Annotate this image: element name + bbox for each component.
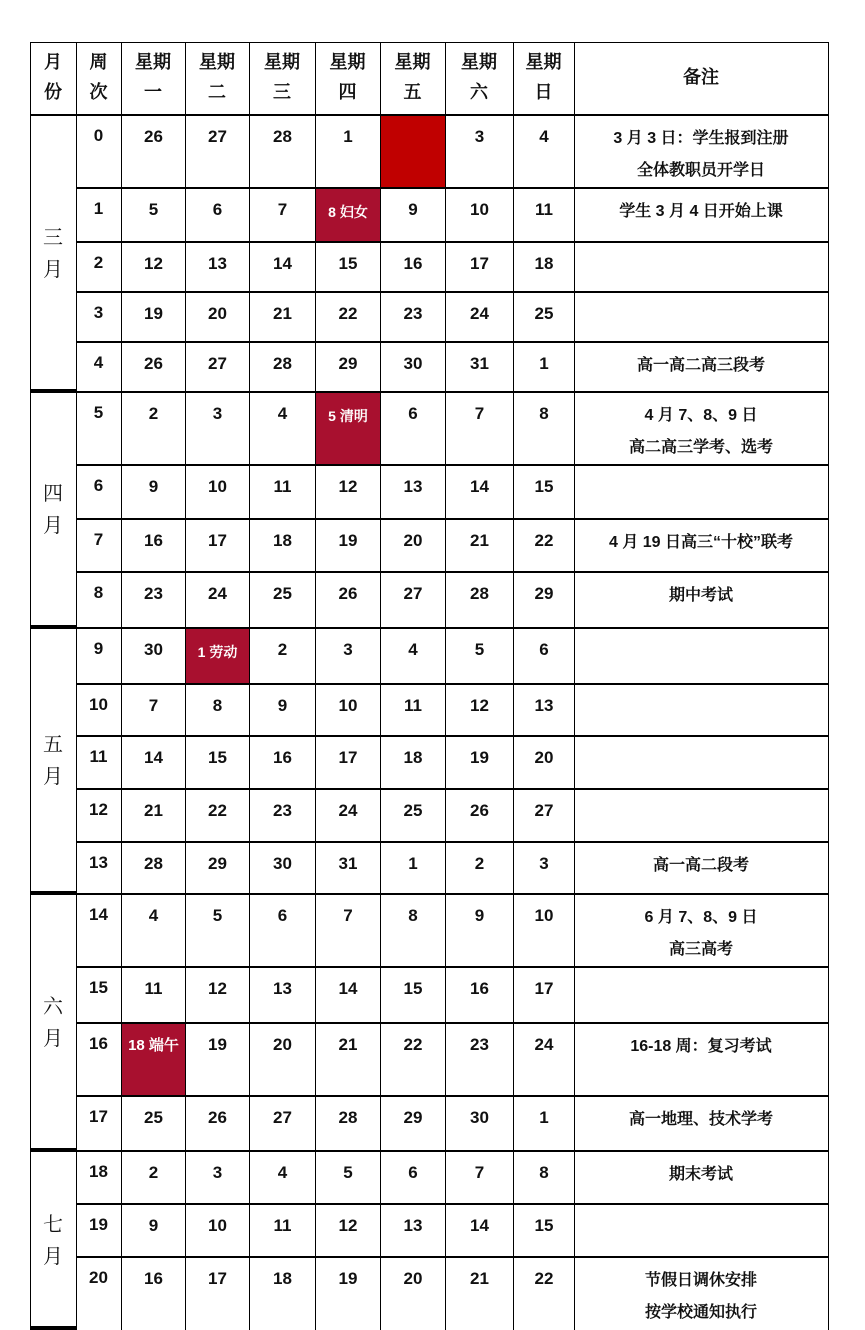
grid-hline (76, 1095, 829, 1097)
day-cell: 19 (144, 304, 163, 323)
day-cell: 13 (403, 1216, 423, 1235)
week-number: 11 (89, 747, 108, 766)
header-day-7-line: 日 (534, 82, 553, 103)
day-cell: 11 (273, 1216, 292, 1235)
header-day-2-line: 星期 (199, 52, 235, 73)
note-cell (574, 1150, 828, 1203)
note-line: 高一地理、技术学考 (628, 1111, 773, 1128)
note-line: 高二高三学考、选考 (628, 439, 773, 456)
day-cell: 26 (338, 584, 358, 603)
header-day-1-line: 星期 (135, 52, 171, 73)
week-number: 17 (89, 1107, 108, 1126)
header-week (76, 42, 121, 114)
highlight-cell (381, 115, 445, 187)
day-cell: 15 (338, 254, 358, 273)
day-cell: 21 (338, 1035, 358, 1054)
day-cell: 3 (474, 127, 485, 146)
month-label-char: 月 (43, 764, 63, 788)
grid-hline (76, 241, 829, 243)
grid-vline (249, 42, 250, 1330)
week-number: 5 (93, 403, 104, 422)
day-cell: 22 (534, 1269, 554, 1288)
grid-hline (30, 42, 829, 43)
day-cell: 8 (212, 696, 223, 715)
day-cell: 4 (277, 404, 288, 423)
note-line: 3 月 3 日：学生报到注册 (613, 130, 789, 147)
day-cell: 29 (208, 854, 227, 873)
header-day-3 (249, 42, 315, 114)
header-day-4-line: 四 (338, 82, 357, 103)
grid-hline (76, 627, 829, 629)
day-cell: 9 (277, 696, 288, 715)
day-cell: 29 (534, 584, 554, 603)
day-cell: 24 (338, 801, 358, 820)
day-cell: 6 (539, 640, 549, 659)
day-cell: 6 (408, 1163, 418, 1182)
day-cell: 21 (470, 1269, 489, 1288)
grid-hline (30, 114, 829, 116)
day-cell: 16 (144, 531, 163, 550)
grid-vline (513, 42, 514, 1330)
header-month-line: 份 (44, 82, 62, 103)
day-cell: 9 (474, 906, 485, 925)
week-number: 1 (93, 199, 104, 218)
day-cell: 12 (144, 254, 163, 273)
month-label-char: 三 (43, 224, 63, 249)
day-cell: 23 (273, 801, 292, 820)
note-line: 按学校通知执行 (644, 1304, 757, 1321)
day-cell: 4 (277, 1163, 288, 1182)
note-line: 16-18 周：复习考试 (630, 1038, 772, 1055)
week-number: 6 (93, 476, 104, 495)
day-cell: 12 (208, 979, 227, 998)
day-cell: 29 (338, 354, 358, 373)
note-line: 高一高二高三段考 (636, 357, 765, 374)
day-cell: 17 (208, 1269, 227, 1288)
grid-hline (76, 966, 829, 968)
day-cell: 25 (144, 1108, 163, 1127)
month-divider (30, 1148, 76, 1152)
header-day-5 (380, 42, 445, 114)
day-cell: 22 (534, 531, 554, 550)
month-label-char: 四 (43, 481, 63, 505)
note-line: 期中考试 (668, 587, 733, 604)
header-week-line: 次 (89, 82, 108, 103)
day-cell: 6 (277, 906, 288, 925)
day-cell: 13 (273, 979, 292, 998)
day-cell: 6 (212, 200, 223, 219)
month-label (30, 114, 76, 391)
note-line: 4 月 19 日高三“十校”联考 (608, 534, 794, 551)
day-cell: 13 (534, 696, 554, 715)
note-cell (574, 1256, 828, 1330)
note-line: 学生 3 月 4 日开始上课 (619, 203, 783, 220)
day-cell: 29 (403, 1108, 423, 1127)
day-cell: 4 (408, 640, 418, 659)
header-day-5-line: 星期 (394, 52, 431, 73)
month-label-char: 月 (43, 1244, 63, 1268)
note-line: 高三高考 (668, 941, 733, 958)
day-cell: 10 (208, 1216, 227, 1235)
month-divider (30, 891, 76, 895)
header-day-3-line: 星期 (264, 52, 300, 73)
note-line: 期末考试 (668, 1166, 733, 1183)
note-cell (574, 464, 828, 518)
day-cell: 10 (208, 477, 227, 496)
day-cell: 2 (148, 1163, 159, 1182)
header-day-4 (315, 42, 380, 114)
day-cell: 17 (470, 254, 489, 273)
grid-vline (76, 42, 77, 1330)
note-line: 6 月 7、8、9 日 (644, 909, 758, 926)
holiday-cell: 1 劳动 (186, 628, 249, 683)
grid-hline (76, 518, 829, 520)
day-cell: 20 (534, 748, 554, 767)
day-cell: 23 (470, 1035, 489, 1054)
day-cell: 18 (534, 254, 554, 273)
day-cell: 2 (148, 404, 159, 423)
month-label (30, 391, 76, 627)
day-cell: 20 (273, 1035, 292, 1054)
day-cell: 7 (343, 906, 353, 925)
day-cell: 2 (474, 854, 485, 873)
day-cell: 10 (338, 696, 358, 715)
day-cell: 16 (470, 979, 489, 998)
header-day-7 (513, 42, 574, 114)
header-day-5-line: 五 (403, 82, 422, 103)
note-line: 全体教职员开学日 (636, 162, 765, 179)
day-cell: 22 (338, 304, 358, 323)
day-cell: 22 (208, 801, 227, 820)
day-cell: 16 (144, 1269, 163, 1288)
day-cell: 3 (212, 1163, 223, 1182)
month-divider (30, 389, 76, 393)
day-cell: 16 (273, 748, 292, 767)
day-cell: 27 (273, 1108, 292, 1127)
day-cell: 11 (144, 979, 163, 998)
day-cell: 24 (208, 584, 227, 603)
grid-vline (380, 42, 381, 1330)
header-day-4-line: 星期 (329, 52, 366, 73)
month-label (30, 893, 76, 1150)
note-cell (574, 114, 828, 187)
day-cell: 20 (403, 1269, 423, 1288)
header-week-line: 周 (89, 52, 108, 73)
grid-hline (76, 341, 829, 343)
day-cell: 17 (208, 531, 227, 550)
day-cell: 18 (273, 531, 292, 550)
header-day-1 (121, 42, 185, 114)
day-cell: 19 (208, 1035, 227, 1054)
month-divider (30, 1326, 76, 1330)
day-cell: 2 (277, 640, 288, 659)
day-cell: 25 (403, 801, 423, 820)
header-day-7-line: 星期 (525, 52, 562, 73)
note-cell (574, 1203, 828, 1256)
grid-vline (185, 42, 186, 1330)
month-label-char: 五 (43, 732, 63, 756)
day-cell: 8 (539, 1163, 549, 1182)
day-cell: 28 (273, 354, 292, 373)
grid-hline (76, 683, 829, 685)
day-cell: 15 (403, 979, 423, 998)
day-cell: 20 (208, 304, 227, 323)
grid-hline (76, 187, 829, 189)
note-cell (574, 241, 828, 291)
day-cell: 26 (144, 354, 163, 373)
day-cell: 11 (404, 696, 422, 715)
grid-hline (76, 391, 829, 393)
grid-vline (574, 42, 575, 1330)
month-label-char: 月 (43, 513, 63, 537)
day-cell: 15 (534, 1216, 554, 1235)
grid-vline (30, 42, 31, 1330)
day-cell: 13 (208, 254, 227, 273)
day-cell: 22 (403, 1035, 423, 1054)
day-cell: 7 (474, 1163, 485, 1182)
day-cell: 23 (403, 304, 423, 323)
note-cell (574, 518, 828, 571)
day-cell: 30 (144, 640, 163, 659)
day-cell: 31 (470, 354, 489, 373)
day-cell: 30 (470, 1108, 489, 1127)
day-cell: 27 (534, 801, 554, 820)
week-number: 15 (89, 978, 108, 997)
day-cell: 3 (343, 640, 353, 659)
note-cell (574, 627, 828, 683)
header-notes-label: 备注 (683, 67, 719, 88)
day-cell: 26 (470, 801, 489, 820)
day-cell: 7 (148, 696, 159, 715)
day-cell: 15 (534, 477, 554, 496)
day-cell: 12 (470, 696, 489, 715)
week-number: 9 (93, 639, 104, 658)
month-label (30, 627, 76, 893)
day-cell: 19 (470, 748, 489, 767)
day-cell: 11 (273, 477, 292, 496)
grid-hline (76, 1150, 829, 1152)
day-cell: 8 (408, 906, 418, 925)
day-cell: 10 (470, 200, 489, 219)
month-label-char: 月 (43, 1025, 63, 1050)
day-cell: 7 (474, 404, 485, 423)
header-month (30, 42, 76, 114)
header-day-6-line: 星期 (461, 52, 497, 73)
header-day-1-line: 一 (144, 82, 162, 103)
day-cell: 14 (273, 254, 292, 273)
grid-hline (76, 893, 829, 895)
day-cell: 30 (403, 354, 423, 373)
day-cell: 27 (208, 354, 227, 373)
day-cell: 27 (208, 127, 227, 146)
month-divider (30, 625, 76, 629)
day-cell: 1 (343, 127, 353, 146)
note-cell (574, 893, 828, 966)
day-cell: 12 (338, 1216, 358, 1235)
day-cell: 9 (148, 477, 159, 496)
day-cell: 19 (338, 531, 358, 550)
month-label-char: 七 (43, 1212, 63, 1236)
day-cell: 1 (408, 854, 418, 873)
grid-hline (76, 841, 829, 843)
note-cell (574, 341, 828, 391)
day-cell: 25 (534, 304, 554, 323)
week-number: 19 (89, 1215, 108, 1234)
week-number: 12 (89, 800, 108, 819)
week-number: 4 (93, 353, 104, 372)
grid-hline (76, 571, 829, 573)
day-cell: 9 (408, 200, 418, 219)
day-cell: 5 (148, 200, 159, 219)
note-cell (574, 291, 828, 341)
day-cell: 25 (273, 584, 292, 603)
day-cell: 31 (338, 854, 358, 873)
day-cell: 10 (534, 906, 554, 925)
day-cell: 6 (408, 404, 418, 423)
holiday-cell: 8 妇女 (316, 188, 380, 241)
grid-hline (76, 1022, 829, 1024)
grid-hline (76, 291, 829, 293)
header-day-3-line: 三 (273, 82, 291, 103)
grid-hline (76, 788, 829, 790)
day-cell: 18 (403, 748, 423, 767)
note-cell (574, 1022, 828, 1095)
month-label (30, 1150, 76, 1330)
note-cell (574, 841, 828, 893)
day-cell: 1 (539, 354, 549, 373)
day-cell: 14 (470, 477, 489, 496)
day-cell: 24 (534, 1035, 554, 1054)
day-cell: 9 (148, 1216, 159, 1235)
day-cell: 14 (144, 748, 163, 767)
day-cell: 28 (144, 854, 163, 873)
note-cell (574, 187, 828, 241)
note-cell (574, 391, 828, 464)
day-cell: 15 (208, 748, 227, 767)
note-cell (574, 683, 828, 735)
header-day-2-line: 二 (208, 82, 226, 103)
week-number: 2 (93, 253, 104, 272)
day-cell: 28 (470, 584, 489, 603)
note-line: 高一高二段考 (652, 857, 749, 874)
day-cell: 28 (338, 1108, 358, 1127)
week-number: 20 (89, 1268, 108, 1287)
day-cell: 14 (338, 979, 358, 998)
week-number: 18 (89, 1162, 108, 1181)
day-cell: 8 (539, 404, 549, 423)
week-number: 3 (93, 303, 104, 322)
day-cell: 26 (144, 127, 163, 146)
day-cell: 14 (470, 1216, 489, 1235)
day-cell: 20 (403, 531, 423, 550)
note-cell (574, 1095, 828, 1150)
day-cell: 21 (470, 531, 489, 550)
day-cell: 23 (144, 584, 163, 603)
header-notes (574, 42, 828, 114)
header-day-2 (185, 42, 249, 114)
week-number: 7 (93, 530, 104, 549)
header-day-6 (445, 42, 513, 114)
month-label-char: 六 (43, 993, 63, 1018)
day-cell: 4 (539, 127, 549, 146)
day-cell: 30 (273, 854, 292, 873)
day-cell: 12 (338, 477, 358, 496)
week-number: 10 (89, 695, 108, 714)
day-cell: 27 (403, 584, 423, 603)
grid-hline (76, 1256, 829, 1258)
note-line: 节假日调休安排 (644, 1272, 757, 1289)
grid-vline (828, 42, 829, 1330)
day-cell: 21 (273, 304, 292, 323)
note-cell (574, 735, 828, 788)
grid-vline (315, 42, 316, 1330)
day-cell: 21 (144, 801, 163, 820)
note-cell (574, 788, 828, 841)
week-number: 16 (89, 1034, 108, 1053)
day-cell: 26 (208, 1108, 227, 1127)
month-label-char: 月 (43, 256, 63, 281)
week-number: 13 (89, 853, 108, 872)
day-cell: 17 (338, 748, 358, 767)
holiday-cell: 5 清明 (316, 392, 380, 464)
week-number: 8 (93, 583, 104, 602)
grid-hline (76, 1203, 829, 1205)
day-cell: 24 (470, 304, 489, 323)
header-day-6-line: 六 (470, 82, 488, 103)
note-cell (574, 966, 828, 1022)
day-cell: 3 (539, 854, 549, 873)
day-cell: 3 (212, 404, 223, 423)
day-cell: 16 (403, 254, 423, 273)
school-calendar-table (30, 42, 828, 1330)
header-month-line: 月 (44, 52, 62, 73)
week-number: 0 (93, 126, 104, 145)
day-cell: 18 (273, 1269, 292, 1288)
grid-hline (76, 735, 829, 737)
grid-vline (121, 42, 122, 1330)
note-cell (574, 571, 828, 627)
day-cell: 5 (343, 1163, 353, 1182)
week-number: 14 (89, 905, 108, 924)
day-cell: 1 (539, 1108, 549, 1127)
day-cell: 11 (535, 200, 553, 219)
day-cell: 5 (212, 906, 223, 925)
day-cell: 13 (403, 477, 423, 496)
holiday-cell: 18 端午 (122, 1023, 185, 1095)
day-cell: 7 (277, 200, 288, 219)
day-cell: 17 (534, 979, 554, 998)
note-line: 4 月 7、8、9 日 (644, 407, 758, 424)
day-cell: 19 (338, 1269, 358, 1288)
day-cell: 4 (148, 906, 159, 925)
grid-vline (445, 42, 446, 1330)
grid-hline (76, 464, 829, 466)
day-cell: 28 (273, 127, 292, 146)
day-cell: 5 (474, 640, 485, 659)
